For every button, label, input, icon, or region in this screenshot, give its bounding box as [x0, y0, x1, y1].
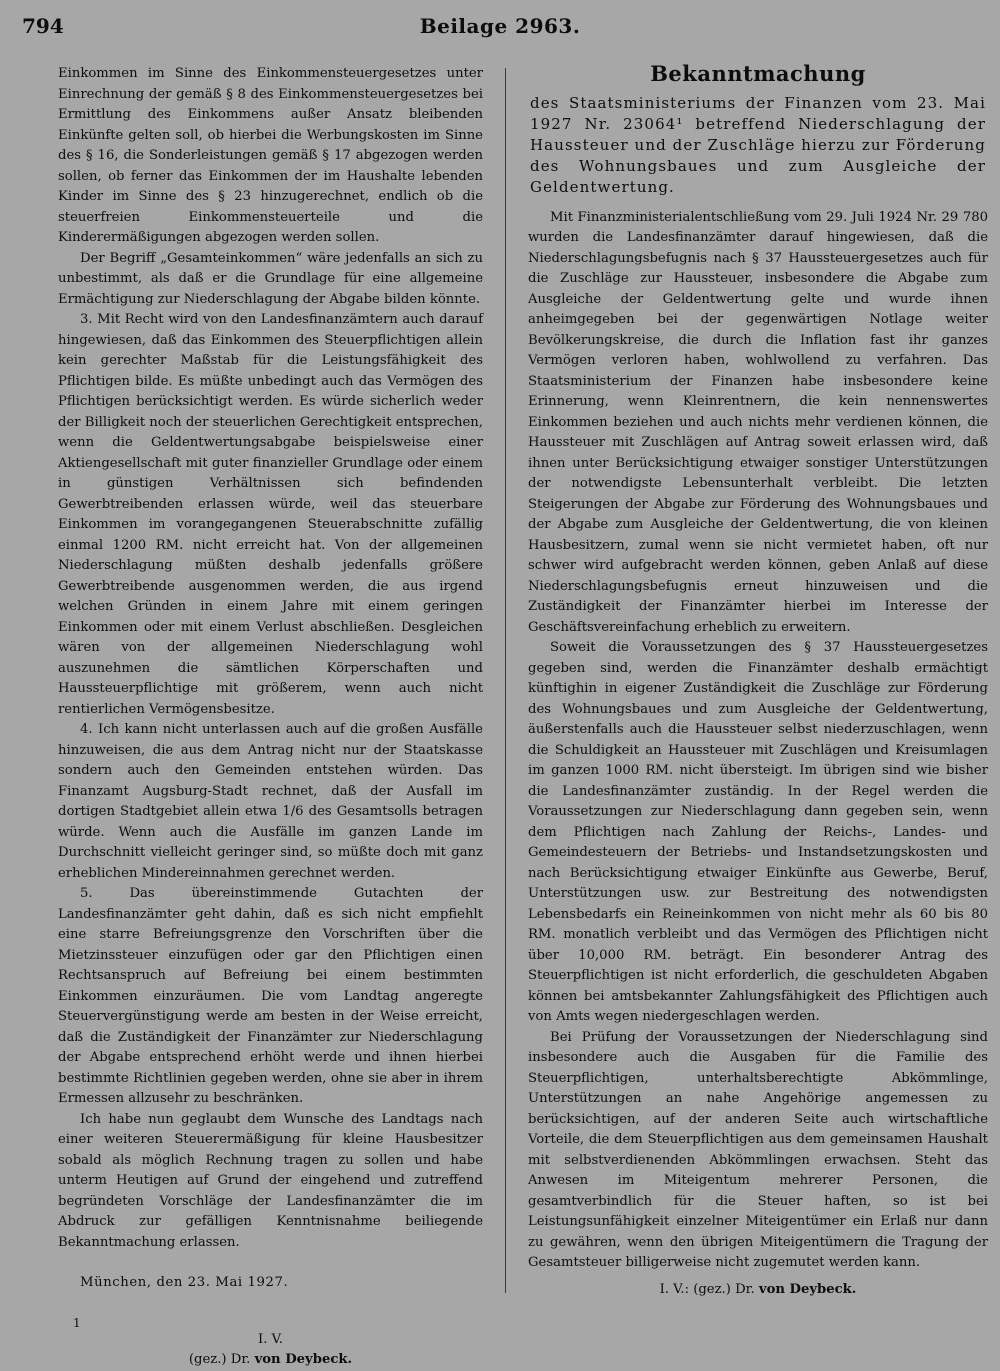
notice-subtitle: des Staatsministeriums der Finanzen vom 23. Mai 1927 Nr. 23064¹ betreffend Niederschlagung der Haussteuer und der Zuschläge hierzu zur Förderung des Wohnungsbaues und zum Ausgleiche der Geldentwertung. [530, 93, 986, 196]
paragraph: 5. Das übereinstimmende Gutachten der Landesfinanzämter geht dahin, daß es sich nicht empfiehlt eine starre Befreiungsgrenze den Vorschriften über die Mietzinssteuer einzufügen oder gar den Pflichtigen einen Rechtsanspruch auf Befreiung bei einem bestimmten Einkommen einzuräumen. Die vom Landtag angeregte Steuervergünstigung werde am besten in der Weise erreicht, daß die Zuständigkeit der Finanzämter zur Niederschlagung der Abgabe entsprechend erhöht werde und ihnen hierbei bestimmte Richtlinien gegeben werden, ohne sie aber in ihrem Ermessen allzusehr zu beschränken. [58, 886, 483, 1106]
column-divider [505, 68, 506, 1293]
signature-date: München, den 23. Mai 1927. [80, 1275, 289, 1290]
paragraph: 3. Mit Recht wird von den Landesfinanzämtern auch darauf hingewiesen, daß das Einkommen des Steuerpflichtigen allein kein gerechter Maßstab für die Leistungsfähigkeit des Pflichtigen bilde. Es müßte unbedingt auch das Vermögen des Pflichtigen berücksichtigt werden. Es würde sicherlich weder der Billigkeit noch der steuerlichen Gerechtigkeit entsprechen, wenn die Geldentwertungsabgabe beispielsweise einer Aktiengesellschaft mit guter finanzieller Grundlage oder einem in günstigen Verhältnissen sich befindenden Gewerbtreibenden erlassen würde, weil das steuerbare Einkommen im vorangegangenen Steuerabschnitte zufällig einmal 1200 RM. nicht erreicht hat. Von der allgemeinen Niederschlagung müßten deshalb jedenfalls größere Gewerbtreibende ausgenommen werden, die aus irgend welchen Gründen in einem Jahre mit einem geringen Einkommen oder mit einem Verlust abschließen. Desgleichen wären von der allgemeinen Niederschlagung wohl auszunehmen die sämtlichen Körperschaften und Haussteuerpflichtige mit größerem, wenn auch nicht rentierlichen Vermögensbesitze. [58, 312, 483, 717]
signature-iv: I. V. [257, 1331, 283, 1347]
paragraph: Bei Prüfung der Voraussetzungen der Niederschlagung sind insbesondere auch die Ausgaben für die Familie des Steuerpflichtigen, unterhaltsberechtigte Abkömmlinge, Unterstützungen an nahe Angehörige angemessen zu berücksichtigen, auf der anderen Seite auch wirtschaftliche Vorteile, die dem Steuerpflichtigen aus dem gemeinsamen Haushalt mit selbstverdienenden Abkömmlingen erwachsen. Steht das Anwesen im Miteigentum mehrerer Personen, die gesamtverbindlich für die Steuer haften, so ist bei Leistungsunfähigkeit einzelner Miteigentümer ein Erlaß nur dann zu gewähren, wenn den übrigen Miteigentümern die Tragung der Gesamtsteuer billigerweise nicht zugemutet werden kann. [528, 1029, 988, 1270]
signature-prefix: (gez.) Dr. [188, 1352, 251, 1367]
running-title: Beilage 2963. [419, 14, 581, 38]
notice-signature-prefix: I. V.: (gez.) Dr. [659, 1281, 755, 1297]
paragraph: 4. Ich kann nicht unterlassen auch auf die großen Ausfälle hinzuweisen, die aus dem Antrag nicht nur der Staatskasse sondern auch den Gemeinden entstehen würden. Das Finanzamt Augsburg-Stadt rechnet, daß der Ausfall im dortigen Stadtgebiet allein etwa 1/6 des Gesamtsolls betragen würde. Wenn auch die Ausfälle im ganzen Lande im Durchschnitt vielleicht geringer sind, so müßte doch mit ganz erheblichen Mindereinnahmen gerechnet werden. [58, 722, 483, 881]
footnote-mark: 1 [73, 1316, 81, 1330]
signature-name: von Deybeck. [254, 1352, 353, 1367]
page-header [22, 14, 978, 48]
left-column [58, 64, 483, 1371]
right-column [528, 61, 988, 1300]
paragraph: Mit Finanzministerialentschließung vom 29. Juli 1924 Nr. 29 780 wurden die Landesfinanzämter darauf hingewiesen, daß die Niederschlagungsbefugnis nach § 37 Haussteuergesetzes auch für die Zuschläge zur Haussteuer, insbesondere die Abgabe zum Ausgleiche der Geldentwertung gelte und wurde ihnen anheimgegeben bei der gegenwärtigen Notlage weiter Bevölkerungskreise, die durch die Inflation fast ihr ganzes Vermögen verloren haben, wohlwollend zu verfahren. Das Staatsministerium der Finanzen habe insbesondere keine Erinnerung, wenn Kleinrentnern, die kein nennenswertes Einkommen beziehen und auch nichts mehr verdienen können, die Haussteuer mit Zuschlägen auf Antrag soweit erlassen wird, daß ihnen unter Berücksichtigung etwaiger sonstiger Unterstützungen der notwendigste Lebensunterhalt verbleibt. Die letzten Steigerungen der Abgabe zur Förderung des Wohnungsbaues und der Abgabe zum Ausgleiche der Geldentwertung, die von kleinen Hausbesitzern, zumal wenn sie nicht vermietet haben, oft nur schwer wird aufgebracht werden können, geben Anlaß auf diese Niederschlagungsbefugnis erneut hinzuweisen und die Zuständigkeit der Finanzämter hierbei im Interesse der Geschäftsvereinfachung erheblich zu erweitern. [528, 209, 988, 635]
paragraph: Der Begriff „Gesamteinkommen“ wäre jedenfalls an sich zu unbestimmt, als daß er die Grundlage für eine allgemeine Ermächtigung zur Niederschlagung der Abgabe bilden könnte. [58, 250, 483, 307]
notice-signature [528, 1280, 988, 1301]
notice-signature-name: von Deybeck. [758, 1281, 857, 1297]
signature-line [58, 1350, 483, 1371]
page-number: 794 [22, 14, 64, 38]
paragraph: Einkommen im Sinne des Einkommensteuergesetzes unter Einrechnung der gemäß § 8 des Einkommensteuergesetzes bei Ermittlung des Einkommens außer Ansatz bleibenden Einkünfte gelten soll, ob hierbei die Werbungskosten im Sinne des § 16, die Sonderleistungen gemäß § 17 abgezogen werden sollen, ob ferner das Einkommen der im Haushalte lebenden Kinder im Sinne des § 23 hinzugerechnet, endlich ob die steuerfreien Einkommensteuerteile und die Kinderermäßigungen abgezogen werden sollen. [58, 66, 483, 245]
paragraph: Ich habe nun geglaubt dem Wunsche des Landtags nach einer weiteren Steuerermäßigung für kleine Hausbesitzer sobald als möglich Rechnung tragen zu sollen und habe unterm Heutigen auf Grund der eingehend und zutreffend begründeten Vorschläge der Landesfinanzämter die im Abdruck zur gefälligen Kenntnisnahme beiliegende Bekanntmachung erlassen. [58, 1111, 483, 1250]
notice-title: Bekanntmachung [650, 61, 866, 86]
paragraph: Soweit die Voraussetzungen des § 37 Haussteuergesetzes gegeben sind, werden die Finanzämter deshalb ermächtigt künftighin in eigener Zuständigkeit die Zuschläge zur Förderung des Wohnungsbaues und zum Ausgleiche der Geldentwertung, äußerstenfalls auch die Haussteuer selbst niederzuschlagen, wenn die Schuldigkeit an Haussteuer mit Zuschlägen und Kreisumlagen im ganzen 1000 RM. nicht übersteigt. Im übrigen sind wie bisher die Landesfinanzämter zuständig. In der Regel werden die Voraussetzungen zur Niederschlagung dann gegeben sein, wenn dem Pflichtigen nach Zahlung der Reichs-, Landes- und Gemeindesteuern der Betriebs- und Instandsetzungskosten und nach Berücksichtigung etwaiger Einkünfte aus Gewerbe, Beruf, Unterstützungen usw. zur Bestreitung des notwendigsten Lebensbedarfs ein Reineinkommen von nicht mehr als 60 bis 80 RM. monatlich verbleibt und das Vermögen des Pflichtigen nicht über 10,000 RM. beträgt. Ein besonderer Antrag des Steuerpflichtigen ist nicht erforderlich, die geschuldeten Abgaben können bei amtsbekannter Zahlungsfähigkeit des Pflichtigen auch von Amts wegen niedergeschlagen werden. [528, 640, 988, 1024]
